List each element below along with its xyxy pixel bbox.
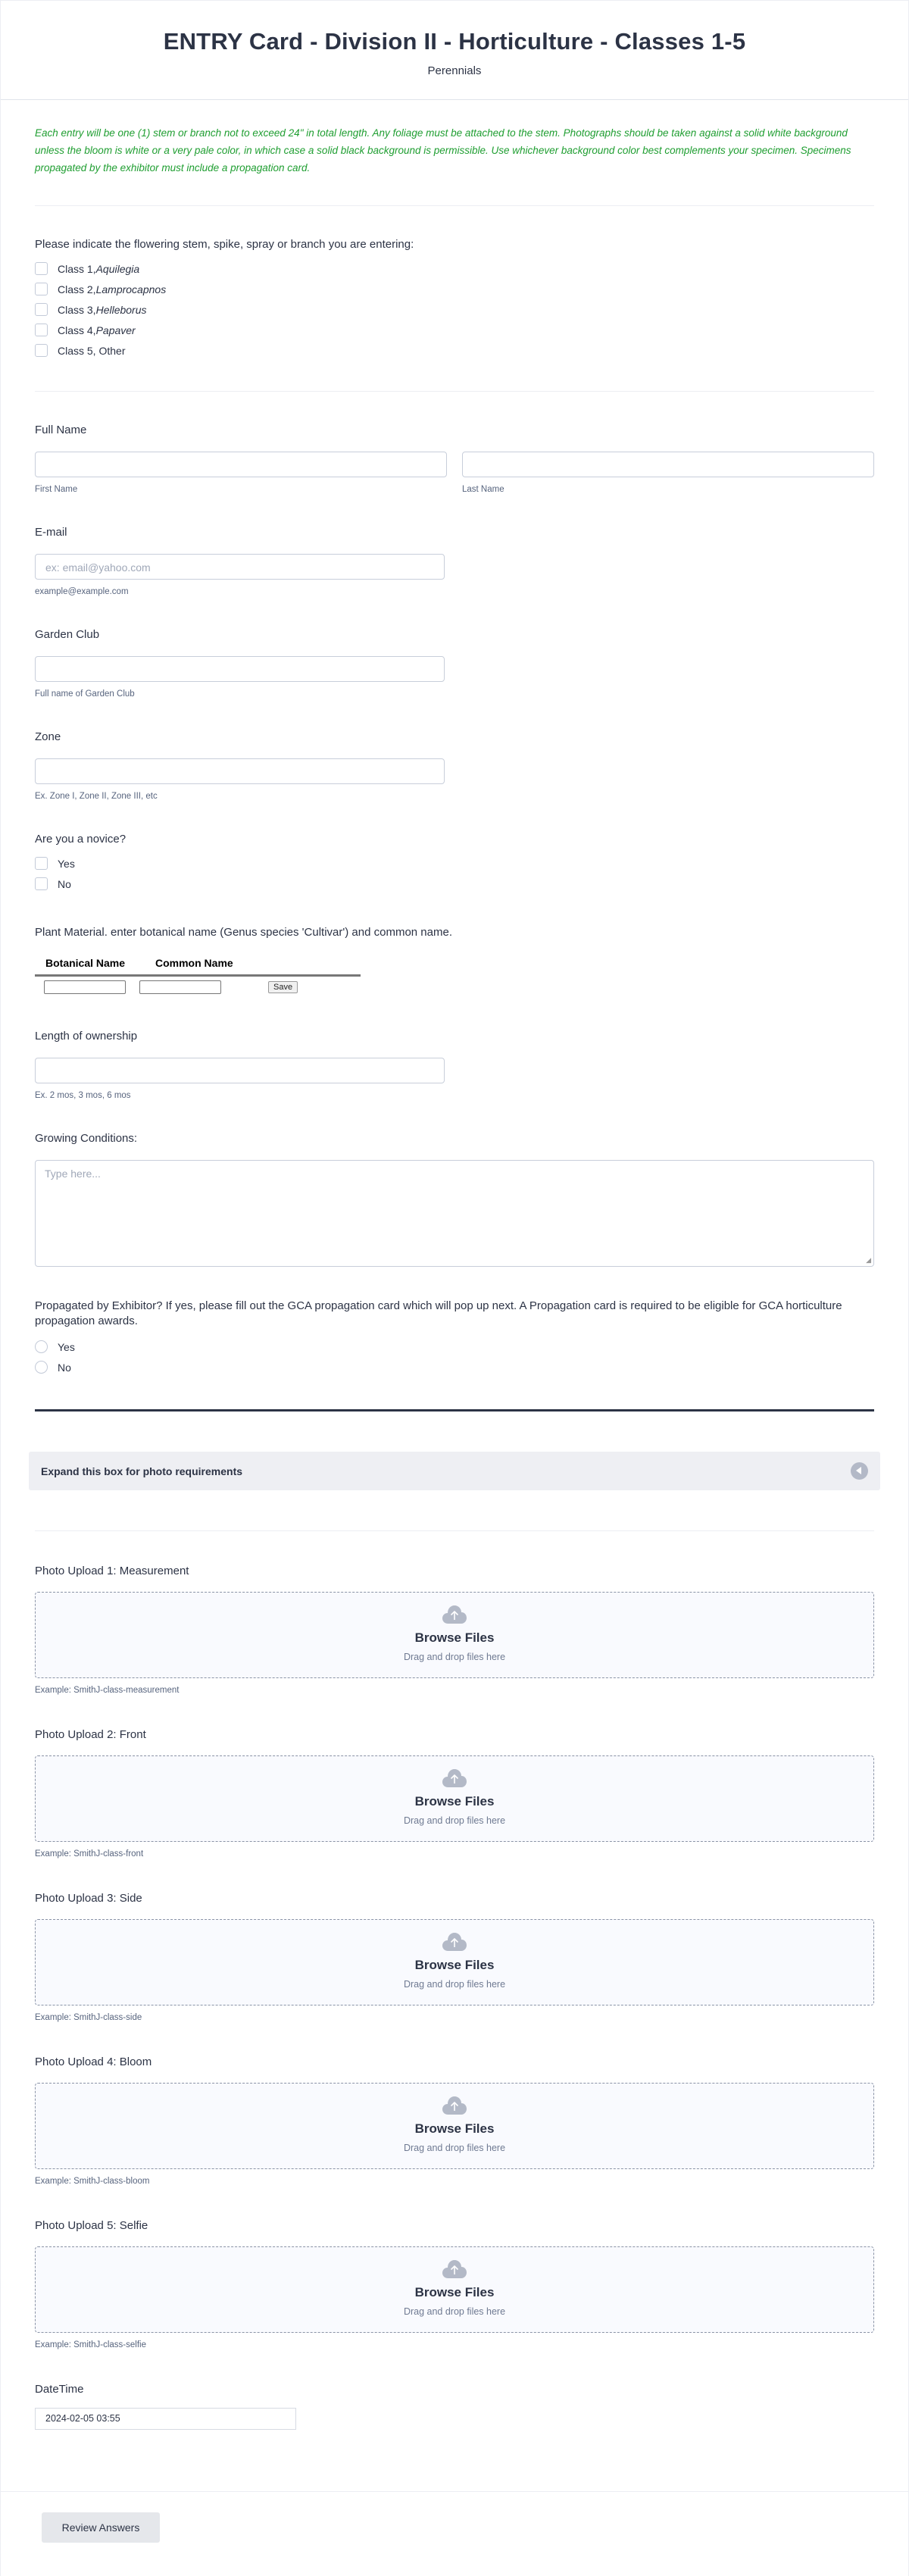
collapse-label: Expand this box for photo requirements (41, 1465, 243, 1477)
garden-club-label: Garden Club (35, 628, 100, 641)
name-row (35, 452, 874, 494)
checkbox[interactable] (35, 877, 48, 890)
plant-material-label: Plant Material. enter botanical name (Genus species 'Cultivar') and common name. (35, 926, 452, 939)
checkbox[interactable] (35, 344, 48, 357)
upload-label: Photo Upload 5: Selfie (35, 2219, 148, 2232)
ownership-label: Length of ownership (35, 1030, 138, 1043)
upload-label: Photo Upload 4: Bloom (35, 2055, 152, 2068)
dropzone-hint: Drag and drop files here (403, 1652, 506, 1662)
radio[interactable] (35, 1340, 48, 1353)
browse-files-button[interactable]: Browse Files (414, 1630, 495, 1645)
datetime-label: DateTime (35, 2383, 84, 2396)
class-question-label: Please indicate the flowering stem, spike, spray or branch you are entering: (35, 238, 414, 251)
page-title: ENTRY Card - Division II - Horticulture - Classes 1-5 (163, 28, 746, 55)
propagated-label: Propagated by Exhibitor? If yes, please fill out the GCA propagation card which will pop up next. A Propagation card is required to be eligible for GCA horticulture propagation awards. (35, 1299, 842, 1327)
checkbox[interactable] (35, 262, 48, 275)
browse-files-button[interactable]: Browse Files (414, 1794, 495, 1809)
plant-material-question (35, 926, 874, 998)
photo-upload-5 (35, 2219, 874, 2349)
upload-sublabel: Example: SmithJ-class-selfie (35, 2340, 146, 2349)
email-placeholder: ex: email@yahoo.com (45, 561, 151, 574)
column-header-common: Common Name (155, 957, 233, 969)
ownership-question (35, 1030, 874, 1100)
table-header (35, 957, 361, 977)
photo-upload-2 (35, 1728, 874, 1859)
class-options (35, 258, 874, 361)
zone-input[interactable] (35, 758, 445, 784)
form-footer (1, 2491, 908, 2576)
checkbox[interactable] (35, 324, 48, 336)
dropzone[interactable] (35, 2246, 874, 2333)
dropzone-hint: Drag and drop files here (403, 2143, 506, 2153)
upload-sublabel: Example: SmithJ-class-bloom (35, 2177, 150, 2186)
full-name-question (35, 424, 874, 494)
botanical-cell (35, 980, 139, 994)
garden-club-sublabel: Full name of Garden Club (35, 689, 135, 699)
dropzone[interactable] (35, 1755, 874, 1842)
class-option-1[interactable]: Class 1, Aquilegia (35, 258, 874, 279)
novice-question (35, 833, 874, 894)
dropzone[interactable] (35, 2083, 874, 2169)
datetime-question (35, 2383, 874, 2430)
cloud-upload-icon (442, 1932, 467, 1952)
table-row (35, 977, 361, 998)
growing-conditions-textarea[interactable] (35, 1160, 874, 1267)
plant-material-table (35, 957, 361, 998)
growing-conditions-label: Growing Conditions: (35, 1132, 138, 1145)
checkbox[interactable] (35, 857, 48, 870)
upload-sublabel: Example: SmithJ-class-side (35, 2013, 142, 2022)
novice-option-no[interactable]: No (35, 874, 874, 894)
dropzone-hint: Drag and drop files here (403, 1979, 506, 1990)
last-name-col (462, 452, 874, 494)
resize-handle-icon[interactable]: ◢ (866, 1256, 871, 1264)
upload-sublabel: Example: SmithJ-class-front (35, 1849, 144, 1859)
form-header (1, 0, 908, 100)
garden-club-input[interactable] (35, 656, 445, 682)
photo-requirements-collapse[interactable] (29, 1452, 880, 1490)
upload-label: Photo Upload 3: Side (35, 1892, 142, 1905)
email-question (35, 526, 874, 596)
dropzone-hint: Drag and drop files here (403, 2306, 506, 2317)
email-label: E-mail (35, 526, 67, 539)
review-answers-button[interactable]: Review Answers (42, 2512, 160, 2543)
novice-option-yes[interactable]: Yes (35, 853, 874, 874)
photo-upload-1 (35, 1565, 874, 1695)
ownership-sublabel: Ex. 2 mos, 3 mos, 6 mos (35, 1091, 131, 1100)
chevron-left-circle-icon[interactable] (851, 1462, 868, 1480)
growing-conditions-question (35, 1132, 874, 1267)
cloud-upload-icon (442, 2096, 467, 2115)
first-name-input[interactable] (35, 452, 447, 477)
propagated-option-yes[interactable]: Yes (35, 1336, 874, 1357)
class-question (35, 238, 874, 392)
class-option-3[interactable]: Class 3, Helleborus (35, 299, 874, 320)
dropzone-hint: Drag and drop files here (403, 1815, 506, 1826)
zone-sublabel: Ex. Zone I, Zone II, Zone III, etc (35, 792, 158, 801)
browse-files-button[interactable]: Browse Files (414, 2285, 495, 2299)
upload-label: Photo Upload 2: Front (35, 1728, 146, 1741)
class-option-2[interactable]: Class 2, Lamprocapnos (35, 279, 874, 299)
dropzone[interactable] (35, 1592, 874, 1678)
page-subtitle: Perennials (427, 64, 482, 77)
cloud-upload-icon (442, 2259, 467, 2279)
botanical-name-input[interactable] (44, 980, 126, 994)
upload-sublabel: Example: SmithJ-class-measurement (35, 1686, 180, 1695)
garden-club-question (35, 628, 874, 699)
cloud-upload-icon (442, 1605, 467, 1624)
divider-line (35, 1530, 874, 1531)
photo-upload-3 (35, 1892, 874, 2022)
novice-label: Are you a novice? (35, 833, 127, 846)
full-name-label: Full Name (35, 424, 87, 436)
radio[interactable] (35, 1361, 48, 1374)
zone-label: Zone (35, 730, 61, 743)
email-input[interactable] (35, 554, 445, 580)
first-name-sublabel: First Name (35, 485, 78, 494)
email-sublabel: example@example.com (35, 587, 129, 596)
form-content (1, 124, 908, 2430)
upload-label: Photo Upload 1: Measurement (35, 1565, 189, 1577)
divider-line (35, 1409, 874, 1411)
common-cell (139, 980, 268, 994)
browse-files-button[interactable]: Browse Files (414, 1958, 495, 1972)
browse-files-button[interactable]: Browse Files (414, 2121, 495, 2136)
growing-placeholder: Type here... (45, 1168, 101, 1180)
checkbox[interactable] (35, 303, 48, 316)
propagated-options (35, 1336, 874, 1377)
propagated-question (35, 1299, 874, 1377)
class-option-5[interactable]: Class 5, Other (35, 340, 874, 361)
class-option-4[interactable]: Class 4, Papaver (35, 320, 874, 340)
common-name-input[interactable] (139, 980, 221, 994)
dropzone[interactable] (35, 1919, 874, 2005)
last-name-sublabel: Last Name (462, 485, 504, 494)
last-name-input[interactable] (462, 452, 874, 477)
propagated-option-no[interactable]: No (35, 1357, 874, 1377)
checkbox[interactable] (35, 283, 48, 295)
datetime-input[interactable]: 2024-02-05 03:55 (35, 2408, 296, 2430)
intro-text: Each entry will be one (1) stem or branch not to exceed 24" in total length. Any foliage must be attached to the stem. Photographs should be taken against a solid white background unless the bloom is white or a very pale color, in which case a solid black background is permissible. Use whichever background color best complements your specimen. Specimens propagated by the exhibitor must include a propagation card. (35, 124, 874, 206)
first-name-col (35, 452, 447, 494)
photo-upload-4 (35, 2055, 874, 2186)
zone-question (35, 730, 874, 801)
column-header-botanical: Botanical Name (45, 957, 126, 969)
save-button[interactable]: Save (268, 981, 298, 993)
ownership-input[interactable] (35, 1058, 445, 1083)
novice-options (35, 853, 874, 894)
cloud-upload-icon (442, 1768, 467, 1788)
